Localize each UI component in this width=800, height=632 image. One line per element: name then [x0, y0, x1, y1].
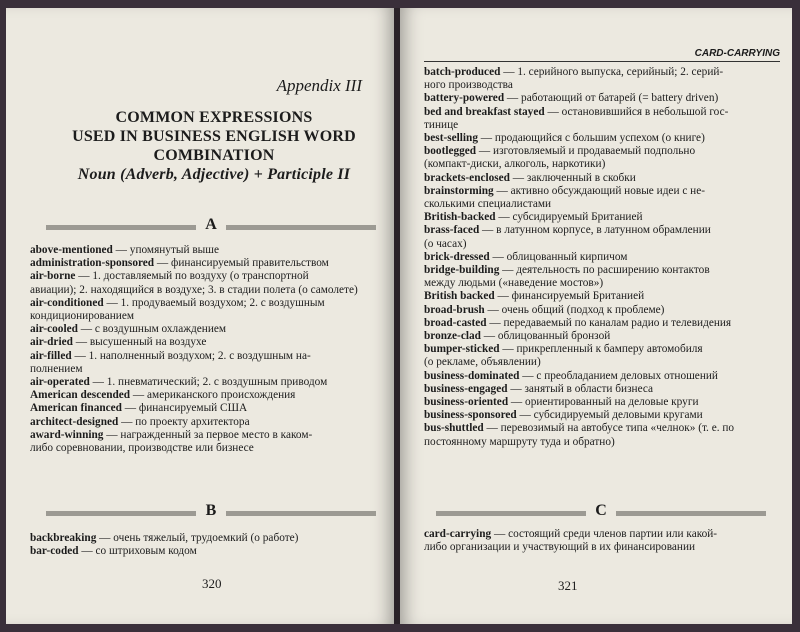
entry-term: air-filled: [30, 349, 72, 362]
entry-definition: — деятельность по расширению контактов: [499, 264, 710, 277]
entry-term: battery-powered: [424, 92, 505, 105]
section-divider-a: [46, 216, 376, 238]
entry-continuation: ного производства: [424, 79, 513, 92]
entry-term: bumper-sticked: [424, 343, 500, 356]
dictionary-entry: [424, 290, 780, 303]
entry-continuation: сколькими специалистами: [424, 198, 552, 211]
dictionary-entry: [424, 211, 780, 224]
entry-definition: — заключенный в скобки: [509, 171, 636, 184]
title-subtitle: Noun (Adverb, Adjective) + Participle II: [77, 166, 351, 183]
right-page: [400, 8, 792, 624]
entry-definition: — состоящий среди членов партии или какой-: [491, 528, 718, 540]
dictionary-entry: [424, 396, 780, 409]
dictionary-entry: [424, 224, 780, 237]
entry-definition: — очень общий (подход к проблеме): [484, 303, 665, 316]
entry-definition: — 1. серийного выпуска, серийный; 2. серий-: [500, 66, 724, 78]
dictionary-entry: [30, 376, 380, 389]
dictionary-entry: [424, 343, 780, 356]
dictionary-entry: [424, 172, 780, 185]
dictionary-entry: [30, 257, 380, 270]
dictionary-entry: [30, 416, 380, 429]
dictionary-entry: [424, 251, 780, 264]
entry-term: bar-coded: [30, 545, 79, 558]
dictionary-entry: [424, 409, 780, 422]
entry-list-b-cont: [424, 66, 780, 449]
section-divider-c: [436, 502, 766, 524]
entry-continuation: кондиционированием: [30, 310, 134, 323]
entry-term: business-engaged: [424, 382, 508, 395]
entry-term: brass-faced: [424, 224, 480, 237]
entry-continuation: постоянному маршруту туда и обратно): [424, 435, 615, 448]
entry-continuation: (о рекламе, объявлении): [424, 356, 541, 369]
entry-definition: — передаваемый по каналам радио и телевидения: [486, 316, 732, 329]
title-line: COMBINATION: [153, 147, 275, 164]
entry-term: best-selling: [424, 132, 478, 145]
dictionary-entry: [30, 270, 380, 283]
entry-definition: — высушенный на воздухе: [72, 336, 207, 349]
entry-term: business-sponsored: [424, 409, 517, 422]
entry-term: broad-brush: [424, 303, 485, 316]
section-letter: C: [595, 502, 607, 519]
entry-continuation: (о часах): [424, 237, 467, 250]
entry-definition: — облицованный кирпичом: [489, 250, 628, 263]
entry-continuation: авиации); 2. находящийся в воздухе; 3. в стадии полета (о самолете): [30, 283, 358, 296]
page-number: 320: [202, 576, 222, 591]
entry-term: batch-produced: [424, 66, 501, 78]
entry-term: bridge-building: [424, 264, 500, 277]
entry-definition: — упомянутый выше: [112, 244, 219, 256]
entry-term: business-dominated: [424, 369, 520, 382]
section-letter: A: [205, 216, 217, 233]
entry-definition: — награжденный за первое место в каком-: [103, 428, 313, 441]
entry-definition: — в латунном корпусе, в латунном обрамлении: [479, 224, 711, 237]
title-line: COMMON EXPRESSIONS: [115, 109, 313, 126]
section-divider-b: [46, 502, 376, 524]
entry-term: architect-designed: [30, 415, 119, 428]
dictionary-entry: [424, 106, 780, 119]
dictionary-entry: [424, 66, 780, 79]
entry-term: air-operated: [30, 376, 90, 389]
entry-definition: — очень тяжелый, трудоемкий (о работе): [96, 532, 299, 544]
divider-bar: [226, 225, 376, 230]
entry-term: American financed: [30, 402, 122, 415]
entry-term: bed and breakfast stayed: [424, 105, 545, 118]
entry-continuation: между людьми («наведение мостов»): [424, 277, 604, 290]
entry-term: air-conditioned: [30, 296, 104, 309]
entry-definition: — американского происхождения: [130, 389, 296, 402]
entry-definition: — 1. наполненный воздухом; 2. с воздушным на-: [71, 349, 311, 362]
entry-definition: — активно обсуждающий новые идеи с не-: [493, 184, 705, 197]
dictionary-entry: [30, 323, 380, 336]
entry-definition: — изготовляемый и продаваемый подпольно: [476, 145, 696, 158]
entry-term: brick-dressed: [424, 250, 490, 263]
entry-definition: — финансируемый правительством: [154, 257, 329, 270]
entry-continuation: либо соревновании, производстве или бизнесе: [30, 442, 254, 455]
section-letter: B: [205, 502, 217, 519]
entry-definition: — ориентированный на деловые круги: [508, 396, 699, 409]
entry-definition: — субсидируемый Британией: [495, 211, 643, 224]
entry-term: broad-casted: [424, 316, 487, 329]
dictionary-entry: [30, 244, 380, 257]
left-page: [6, 8, 394, 624]
entry-term: air-borne: [30, 270, 76, 283]
entry-definition: — с воздушным охлаждением: [77, 323, 227, 336]
entry-definition: — прикрепленный к бамперу автомобиля: [499, 343, 703, 356]
dictionary-entry: [424, 92, 780, 105]
entry-continuation: полнением: [30, 362, 83, 375]
entry-definition: — перевозимый на автобусе типа «челнок» (т. е. по: [483, 422, 735, 435]
dictionary-entry: [424, 132, 780, 145]
dictionary-entry: [424, 370, 780, 383]
entry-term: brainstorming: [424, 184, 494, 197]
entry-definition: — 1. пневматический; 2. с воздушным приводом: [89, 376, 328, 389]
page-number: 321: [558, 578, 578, 593]
entry-term: air-dried: [30, 336, 73, 349]
entry-definition: — 1. доставляемый по воздуху (о транспортной: [75, 270, 309, 283]
entry-definition: — работающий от батарей (= battery driven): [504, 92, 719, 105]
entry-definition: — облицованный бронзой: [480, 330, 611, 343]
entry-term: British backed: [424, 290, 495, 303]
entry-term: administration-sponsored: [30, 257, 155, 270]
dictionary-entry: [424, 185, 780, 198]
dictionary-entry: [30, 297, 380, 310]
running-head: CARD-CARRYING: [424, 48, 780, 62]
entry-term: award-winning: [30, 428, 104, 441]
entry-term: card-carrying: [424, 528, 492, 540]
dictionary-entry: [424, 317, 780, 330]
dictionary-entry: [30, 402, 380, 415]
dictionary-entry: [424, 145, 780, 158]
entry-continuation: либо организации и участвующий в их финансировании: [424, 541, 696, 554]
appendix-heading: Appendix III: [276, 76, 362, 95]
entry-term: bootlegged: [424, 145, 477, 158]
entry-definition: — продающийся с большим успехом (о книге): [477, 132, 705, 145]
dictionary-entry: [30, 532, 380, 545]
dictionary-entry: [424, 330, 780, 343]
dictionary-entry: [424, 383, 780, 396]
divider-bar: [226, 511, 376, 516]
dictionary-entry: [30, 389, 380, 402]
dictionary-entry: [424, 422, 780, 435]
entry-definition: — остановившийся в небольшой гос-: [544, 105, 729, 118]
entry-term: British-backed: [424, 211, 496, 224]
entry-term: bus-shuttled: [424, 422, 484, 435]
dictionary-entry: [30, 336, 380, 349]
dictionary-entry: [30, 429, 380, 442]
entry-term: business-oriented: [424, 396, 509, 409]
entry-definition: — занятый в области бизнеса: [507, 382, 654, 395]
divider-bar: [616, 511, 766, 516]
entry-definition: — со штриховым кодом: [78, 545, 197, 558]
entry-continuation: тинице: [424, 118, 459, 131]
dictionary-entry: [424, 528, 780, 541]
dictionary-entry: [30, 545, 380, 558]
entry-list-b: [30, 532, 380, 558]
entry-definition: — 1. продуваемый воздухом; 2. с воздушным: [103, 296, 325, 309]
entry-definition: — субсидируемый деловыми кругами: [516, 409, 703, 422]
entry-list-a: [30, 244, 380, 455]
entry-definition: — по проекту архитектора: [118, 415, 250, 428]
dictionary-entry: [30, 350, 380, 363]
entry-term: brackets-enclosed: [424, 171, 510, 184]
dictionary-entry: [424, 264, 780, 277]
title-line: USED IN BUSINESS ENGLISH WORD: [72, 128, 356, 145]
entry-list-c: [424, 528, 780, 554]
entry-definition: — финансируемый США: [121, 402, 248, 415]
entry-definition: — с преобладанием деловых отношений: [519, 369, 718, 382]
dictionary-entry: [424, 304, 780, 317]
entry-term: bronze-clad: [424, 330, 481, 343]
entry-term: air-cooled: [30, 323, 78, 336]
entry-term: above-mentioned: [30, 244, 113, 256]
entry-term: backbreaking: [30, 532, 97, 544]
entry-continuation: (компакт-диски, алкоголь, наркотики): [424, 158, 606, 171]
entry-definition: — финансируемый Британией: [494, 290, 645, 303]
page-title: [54, 108, 374, 184]
entry-term: American descended: [30, 389, 131, 402]
